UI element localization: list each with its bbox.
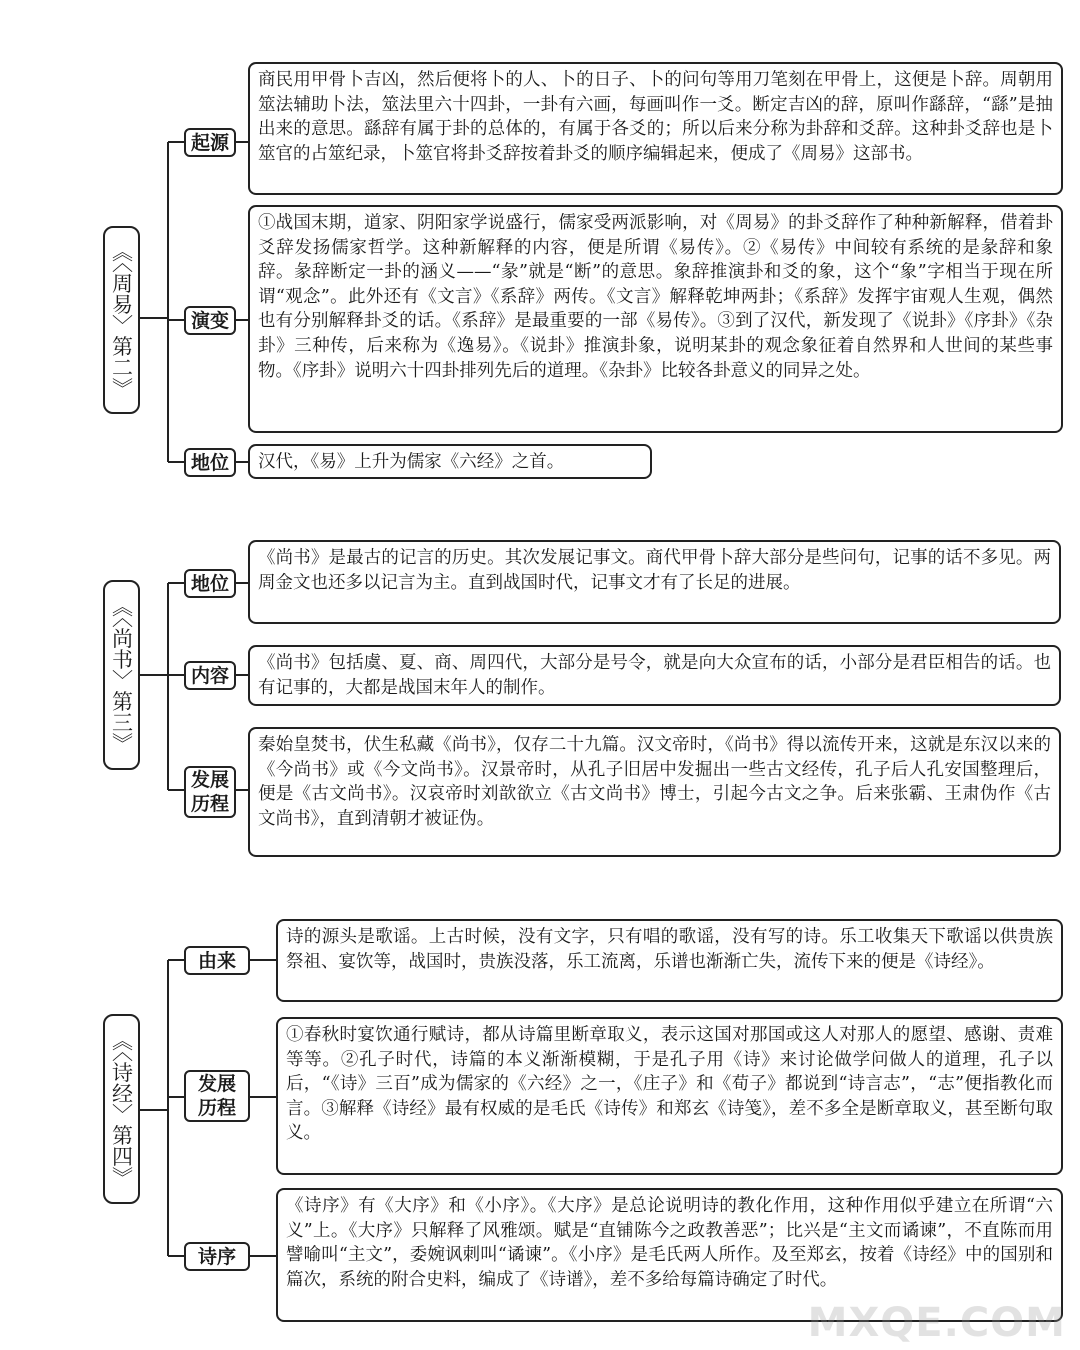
label-shangshu-content: 内容 [184, 661, 236, 690]
root-zhouyi [103, 226, 140, 414]
root-shangshu [103, 580, 140, 770]
text-shijing-origin: 诗的源头是歌谣。上古时候，没有文字，只有唱的歌谣，没有写的诗。乐工收集天下歌谣以供贵族祭祖、宴饮等，战国时，贵族没落，乐工流离，乐谱也渐渐亡失，流传下来的便是《诗经》。 [276, 919, 1063, 1002]
root-shijing-title: 《〈诗经〉第四》 [109, 1030, 134, 1188]
label-shijing-history: 发展 历程 [184, 1070, 250, 1122]
text-shangshu-history: 秦始皇焚书，伏生私藏《尚书》，仅存二十九篇。汉文帝时，《尚书》得以流传开来，这就是东汉以来的《今尚书》或《今文尚书》。汉景帝时，从孔子旧居中发掘出一些古文经传，孔子后人孔安国整理后，便是《古文尚书》。汉哀帝时刘歆欲立《古文尚书》博士，引起今古文之争。后来张霸、王肃伪作《古文尚书》，直到清朝才被证伪。 [248, 727, 1061, 857]
text-shijing-history: ①春秋时宴饮通行赋诗，都从诗篇里断章取义，表示这国对那国或这人对那人的愿望、感谢、责难等等。②孔子时代，诗篇的本义渐渐模糊，于是孔子用《诗》来讨论做学问做人的道理，孔子以后，“《诗》三百”成为儒家的《六经》之一，《庄子》和《荀子》都说到“诗言志”，“志”便指教化而言。③解释《诗经》最有权威的是毛氏《诗传》和郑玄《诗笺》，差不多全是断章取义，甚至断句取义。 [276, 1017, 1063, 1175]
text-zhouyi-status: 汉代，《易》上升为儒家《六经》之首。 [248, 444, 652, 479]
label-zhouyi-evolution: 演变 [184, 306, 236, 335]
root-shijing [103, 1014, 140, 1204]
label-shangshu-history: 发展 历程 [184, 766, 236, 818]
watermark-text: MXQE.COM [807, 1300, 1066, 1346]
text-shijing-preface: 《诗序》有《大序》和《小序》。《大序》是总论说明诗的教化作用，这种作用似乎建立在所谓“六义”上。《大序》只解释了风雅颂。赋是“直铺陈今之政教善恶”；比兴是“主文而谲谏”，不直陈而用譬喻叫“主文”，委婉讽刺叫“谲谏”。《小序》是毛氏两人所作。及至郑玄，按着《诗经》中的国别和篇次，系统的附合史料，编成了《诗谱》，差不多给每篇诗确定了时代。 [276, 1188, 1063, 1322]
connector-shangshu-trunk [140, 583, 184, 790]
text-shangshu-content: 《尚书》包括虞、夏、商、周四代，大部分是号令，就是向大众宣布的话，小部分是君臣相告的话。也有记事的，大都是战国末年人的制作。 [248, 645, 1061, 706]
label-shijing-origin: 由来 [184, 946, 250, 975]
connector-zhouyi-trunk [140, 142, 184, 462]
text-zhouyi-evolution: ①战国末期，道家、阴阳家学说盛行，儒家受两派影响，对《周易》的卦爻辞作了种种新解释，借着卦爻辞发扬儒家哲学。这种新解释的内容，便是所谓《易传》。②《易传》中间较有系统的是彖辞和象辞。彖辞断定一卦的涵义——“彖”就是“断”的意思。象辞推演卦和爻的象，这个“象”字相当于现在所谓“观念”。此外还有《文言》《系辞》两传。《文言》解释乾坤两卦；《系辞》发挥宇宙观人生观，偶然也有分别解释卦爻的话。《系辞》是最重要的一部《易传》。③到了汉代，新发现了《说卦》《序卦》《杂卦》三种传，后来称为《逸易》。《说卦》推演卦象，说明某卦的观念象征着自然界和人世间的某些事物。《序卦》说明六十四卦排列先后的道理。《杂卦》比较各卦意义的同异之处。 [248, 205, 1063, 433]
label-shangshu-status: 地位 [184, 569, 236, 598]
label-zhouyi-status: 地位 [184, 448, 236, 477]
root-shangshu-title: 《〈尚书〉第三》 [109, 596, 134, 754]
label-shijing-preface: 诗序 [184, 1242, 250, 1271]
text-zhouyi-origin: 商民用甲骨卜吉凶，然后便将卜的人、卜的日子、卜的问句等用刀笔刻在甲骨上，这便是卜辞。周朝用筮法辅助卜法，筮法里六十四卦，一卦有六画，每画叫作一爻。断定吉凶的辞，原叫作繇辞，“繇”是抽出来的意思。繇辞有属于卦的总体的，有属于各爻的；所以后来分称为卦辞和爻辞。这种卦爻辞也是卜筮官的占筮纪录，卜筮官将卦爻辞按着卦爻的顺序编辑起来，便成了《周易》这部书。 [248, 62, 1063, 195]
root-zhouyi-title: 《〈周易〉第二》 [109, 241, 134, 399]
connector-shijing-trunk [140, 960, 184, 1256]
label-zhouyi-origin: 起源 [184, 128, 236, 157]
text-shangshu-status: 《尚书》是最古的记言的历史。其次发展记事文。商代甲骨卜辞大部分是些问句，记事的话不多见。两周金文也还多以记言为主。直到战国时代，记事文才有了长足的进展。 [248, 540, 1061, 624]
